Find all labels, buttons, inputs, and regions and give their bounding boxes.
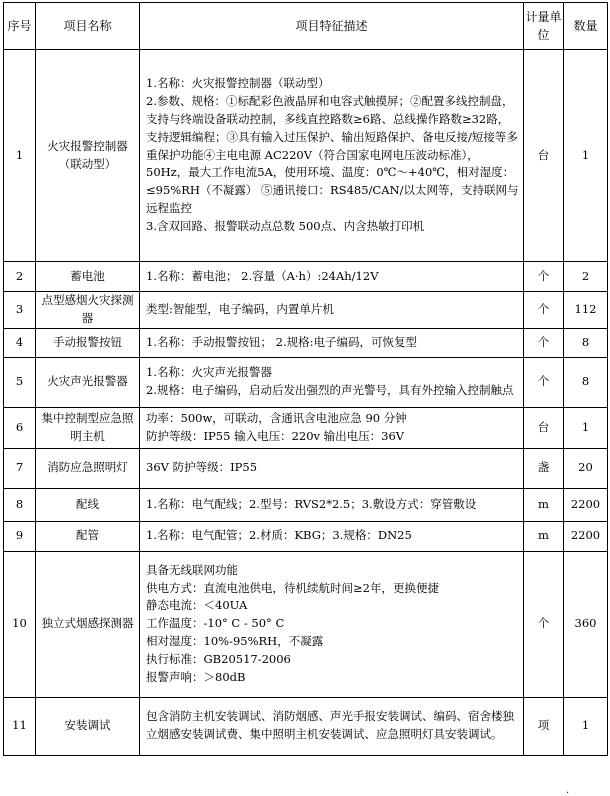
description-line: 供电方式：直流电池供电，待机续航时间≥2年，更换便捷 bbox=[146, 580, 439, 595]
table-row bbox=[4, 488, 608, 521]
table-row bbox=[4, 697, 608, 755]
item-name: 配线 bbox=[36, 488, 140, 521]
item-name: 蓄电池 bbox=[36, 262, 140, 292]
row-number: 9 bbox=[4, 521, 36, 551]
quantity: 8 bbox=[564, 357, 608, 407]
table-row bbox=[4, 262, 608, 292]
unit: 个 bbox=[524, 262, 564, 292]
row-number: 3 bbox=[4, 292, 36, 329]
description-line: 1.名称：手动报警按钮； 2.规格:电子编码，可恢复型 bbox=[146, 334, 417, 349]
table-row bbox=[4, 407, 608, 448]
item-name: 火灾声光报警器 bbox=[36, 357, 140, 407]
row-number: 4 bbox=[4, 328, 36, 357]
item-description bbox=[140, 262, 524, 292]
description-line: 1.名称：火灾报警控制器（联动型） bbox=[146, 76, 330, 91]
unit: 台 bbox=[524, 407, 564, 448]
row-number: 11 bbox=[4, 697, 36, 755]
item-description bbox=[140, 50, 524, 262]
unit: 个 bbox=[524, 357, 564, 407]
table-header-row bbox=[4, 3, 608, 50]
unit: 个 bbox=[524, 551, 564, 697]
item-description bbox=[140, 407, 524, 448]
item-description bbox=[140, 521, 524, 551]
item-name: 安装调试 bbox=[36, 697, 140, 755]
trailing-mark: . bbox=[566, 785, 570, 796]
table-body bbox=[4, 50, 608, 756]
item-description bbox=[140, 357, 524, 407]
item-description bbox=[140, 328, 524, 357]
item-description bbox=[140, 448, 524, 488]
header-qty: 数量 bbox=[564, 3, 608, 50]
row-number: 1 bbox=[4, 50, 36, 262]
item-description bbox=[140, 488, 524, 521]
quantity: 8 bbox=[564, 328, 608, 357]
item-name: 点型感烟火灾探测器 bbox=[36, 292, 140, 329]
header-desc: 项目特征描述 bbox=[140, 3, 524, 50]
item-name: 独立式烟感探测器 bbox=[36, 551, 140, 697]
item-name: 配管 bbox=[36, 521, 140, 551]
description-line: 1.名称：蓄电池； 2.容量（A·h）:24Ah/12V bbox=[146, 268, 379, 283]
quantity: 20 bbox=[564, 448, 608, 488]
description-line: 3.含双回路、报警联动点总数 500点、内含热敏打印机 bbox=[146, 218, 425, 233]
item-name: 集中控制型应急照明主机 bbox=[36, 407, 140, 448]
description-line: 1.名称：火灾声光报警器 bbox=[146, 365, 272, 380]
table-row bbox=[4, 521, 608, 551]
unit: 盏 bbox=[524, 448, 564, 488]
item-name: 手动报警按钮 bbox=[36, 328, 140, 357]
unit: m bbox=[524, 521, 564, 551]
quantity: 1 bbox=[564, 697, 608, 755]
quantity: 2200 bbox=[564, 488, 608, 521]
row-number: 7 bbox=[4, 448, 36, 488]
row-number: 2 bbox=[4, 262, 36, 292]
row-number: 8 bbox=[4, 488, 36, 521]
row-number: 10 bbox=[4, 551, 36, 697]
table-row bbox=[4, 357, 608, 407]
unit: 个 bbox=[524, 292, 564, 329]
header-name: 项目名称 bbox=[36, 3, 140, 50]
header-num: 序号 bbox=[4, 3, 36, 50]
description-line: 静态电流：＜40UA bbox=[146, 598, 248, 613]
description-line: 2.规格：电子编码，启动后发出强烈的声光警号，具有外控输入控制触点 bbox=[146, 383, 514, 398]
description-line: 执行标准：GB20517-2006 bbox=[146, 651, 291, 666]
quantity: 112 bbox=[564, 292, 608, 329]
description-line: 36V 防护等级：IP55 bbox=[146, 460, 258, 475]
quantity: 1 bbox=[564, 407, 608, 448]
description-line: 具备无线联网功能 bbox=[146, 562, 238, 577]
description-line: 2.参数、规格：①标配彩色液晶屏和电容式触摸屏；②配置多线控制盘，支持与终端设备联动控制，多线直控路数≥6路、总线操作路数≥32路，支持逻辑编程；③具有输入过压保护、输出短路保护、备电反接/短接等多重保护功能④主电电源 AC220V（符合国家电网电压波动标准），50Hz，最大工作电流5A，使用环境、温度：0℃～+40℃，相对湿度：≤95%RH（不凝露） ⑤通讯接口：RS485/CAN/以太网等，支持联网与远程监控 bbox=[146, 94, 519, 216]
table-row bbox=[4, 328, 608, 357]
description-line: 1.名称：电气配管；2.材质：KBG；3.规格：DN25 bbox=[146, 528, 412, 543]
bill-of-quantities-table bbox=[3, 2, 608, 756]
unit: 台 bbox=[524, 50, 564, 262]
description-line: 相对湿度：10%-95%RH，不凝露 bbox=[146, 634, 324, 649]
item-description bbox=[140, 697, 524, 755]
description-line: 包含消防主机安装调试、消防烟感、声光手报安装调试、编码、宿舍楼独立烟感安装调试费、集中照明主机安装调试、应急照明灯具安装调试。 bbox=[146, 709, 514, 742]
item-name: 消防应急照明灯 bbox=[36, 448, 140, 488]
item-description bbox=[140, 551, 524, 697]
unit: m bbox=[524, 488, 564, 521]
quantity: 2 bbox=[564, 262, 608, 292]
description-line: 类型:智能型，电子编码，内置单片机 bbox=[146, 301, 334, 316]
quantity: 1 bbox=[564, 50, 608, 262]
table-row bbox=[4, 292, 608, 329]
unit: 个 bbox=[524, 328, 564, 357]
table-row bbox=[4, 551, 608, 697]
description-line: 防护等级：IP55 输入电压：220v 输出电压：36V bbox=[146, 428, 405, 443]
table-row bbox=[4, 448, 608, 488]
unit: 项 bbox=[524, 697, 564, 755]
description-line: 1.名称：电气配线；2.型号：RVS2*2.5；3.敷设方式：穿管敷设 bbox=[146, 496, 477, 511]
description-line: 报警声响：＞80dB bbox=[146, 669, 246, 684]
description-line: 功率：500w，可联动，含通讯含电池应急 90 分钟 bbox=[146, 410, 407, 425]
row-number: 6 bbox=[4, 407, 36, 448]
table-row bbox=[4, 50, 608, 262]
item-name: 火灾报警控制器（联动型） bbox=[36, 50, 140, 262]
item-description bbox=[140, 292, 524, 329]
description-line: 工作温度：-10° C - 50° C bbox=[146, 616, 285, 631]
row-number: 5 bbox=[4, 357, 36, 407]
quantity: 360 bbox=[564, 551, 608, 697]
header-unit: 计量单位 bbox=[524, 3, 564, 50]
quantity: 2200 bbox=[564, 521, 608, 551]
